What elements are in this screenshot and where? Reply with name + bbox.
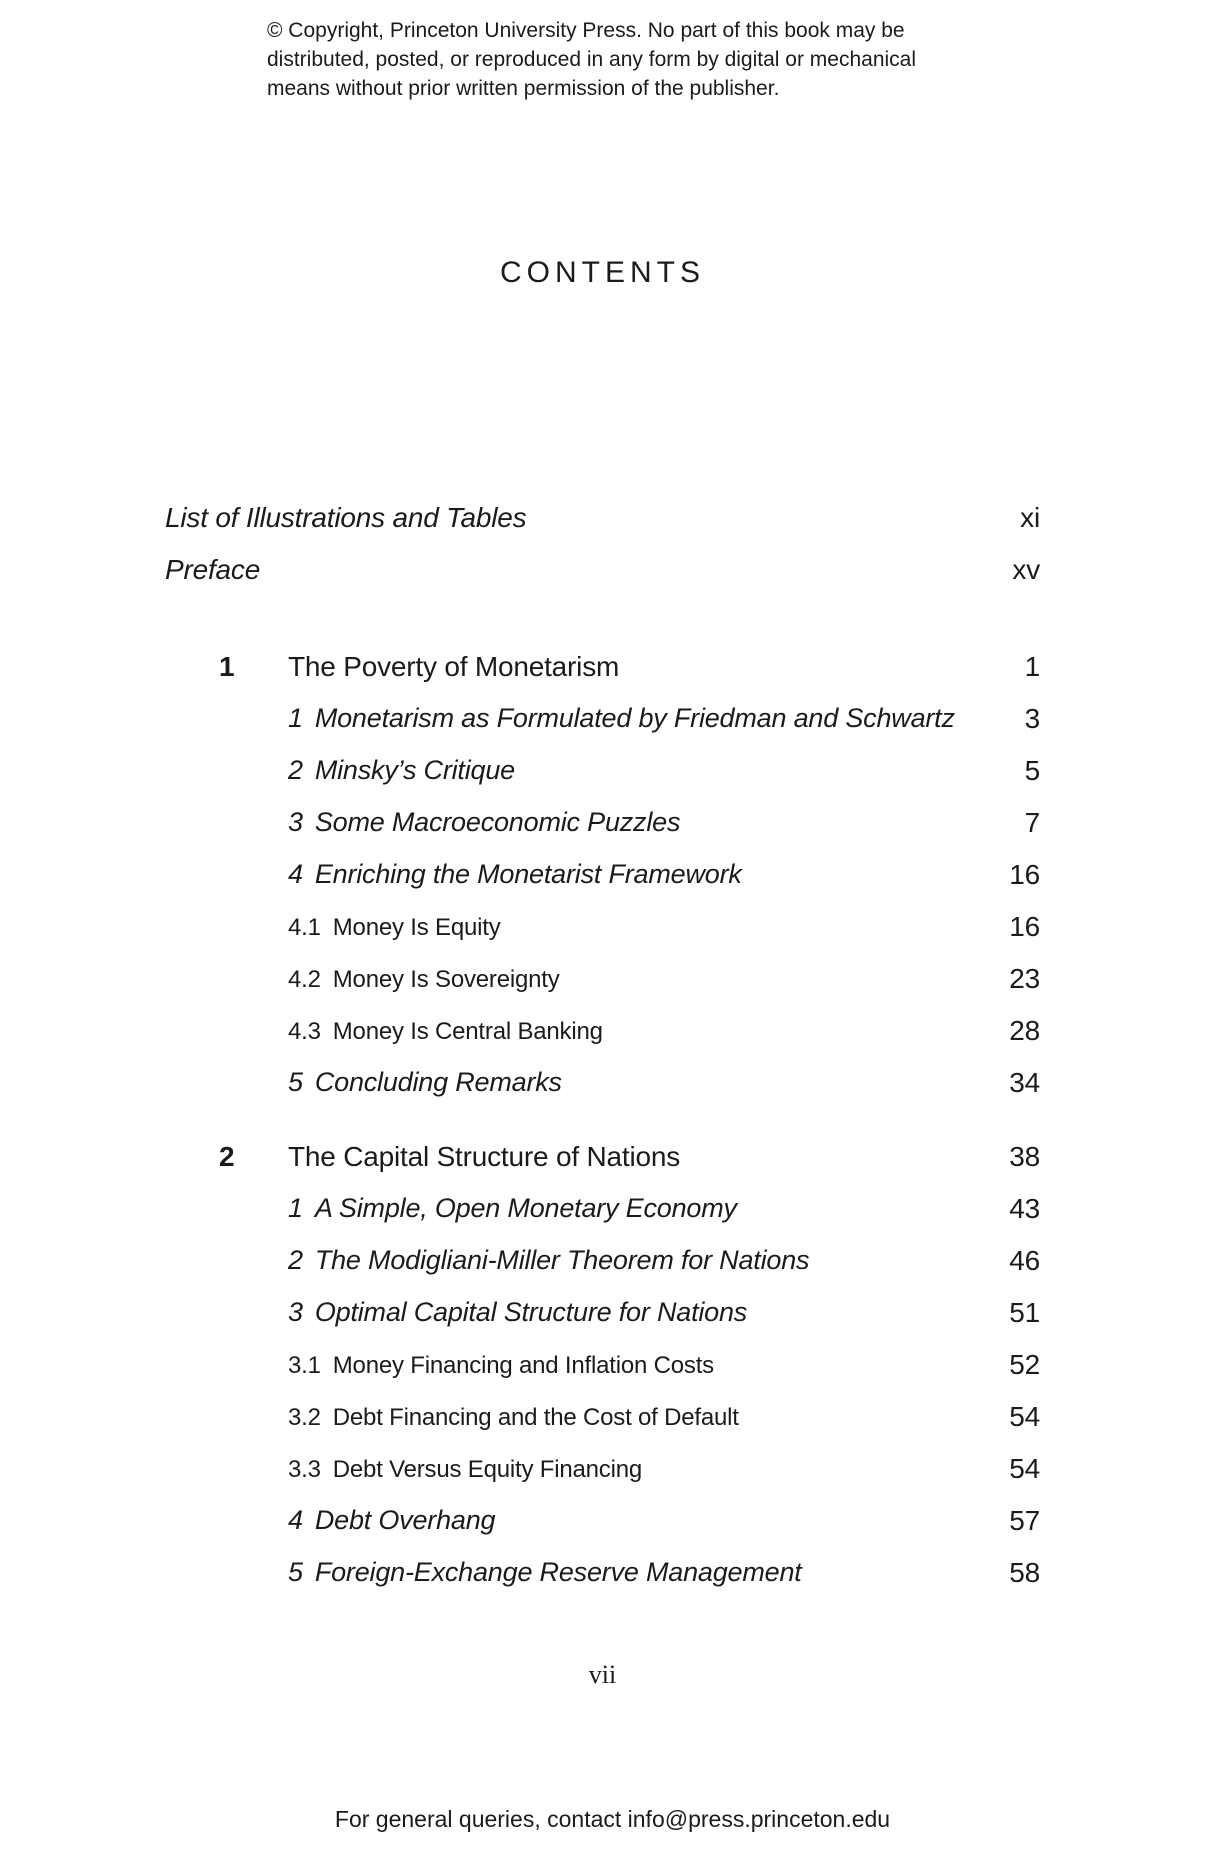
entry-label-group <box>288 705 955 732</box>
entry-number: 2 <box>288 755 303 785</box>
entry-label: The Modigliani-Miller Theorem for Nations <box>314 1245 810 1275</box>
toc-entry-subsection <box>165 1403 1040 1445</box>
entry-label: List of Illustrations and Tables <box>165 502 527 533</box>
toc-entry-subsection <box>165 913 1040 955</box>
entry-number: 4.2 <box>288 966 321 993</box>
entry-page-number: 23 <box>1009 963 1040 994</box>
toc-entry-section <box>165 1247 1040 1289</box>
entry-number: 4 <box>288 859 303 889</box>
entry-page-number: 51 <box>1009 1297 1040 1328</box>
entry-page-number: 58 <box>1009 1557 1040 1588</box>
toc-entry-section <box>165 757 1040 799</box>
entry-page-number: 54 <box>1009 1401 1040 1432</box>
entry-page-number: 34 <box>1009 1067 1040 1098</box>
entry-label-group <box>288 1020 603 1044</box>
entry-label: Some Macroeconomic Puzzles <box>314 807 681 837</box>
entry-number: 3.3 <box>288 1456 321 1483</box>
entry-label: Monetarism as Formulated by Friedman and Schwartz <box>314 703 955 733</box>
entry-label: Money Is Sovereignty <box>332 966 560 993</box>
entry-label-group <box>288 1354 714 1378</box>
entry-label-group <box>288 916 501 940</box>
entry-page-number: 52 <box>1009 1349 1040 1380</box>
entry-label: Debt Overhang <box>314 1505 496 1535</box>
toc-entry-section <box>165 1069 1040 1111</box>
toc-entry-subsection <box>165 1351 1040 1393</box>
chapter-title: The Capital Structure of Nations <box>288 1141 681 1172</box>
toc-entry-section <box>165 1195 1040 1237</box>
entry-number: 3 <box>288 1297 303 1327</box>
chapter-number: 1 <box>219 651 235 682</box>
entry-number: 3 <box>288 807 303 837</box>
entry-page-number: 3 <box>1024 703 1040 734</box>
entry-label-group <box>288 809 680 836</box>
folio-page-number: vii <box>588 1660 617 1689</box>
entry-number: 5 <box>288 1067 303 1097</box>
entry-number: 2 <box>288 1245 303 1275</box>
entry-number: 1 <box>288 1193 303 1223</box>
entry-page-number: 16 <box>1009 859 1040 890</box>
entry-label-group <box>288 1069 562 1096</box>
footer-contact-line: For general queries, contact info@press.princeton.edu <box>334 1806 891 1832</box>
entry-label-group <box>288 968 560 992</box>
copyright-line: distributed, posted, or reproduced in any form by digital or mechanical <box>267 48 917 71</box>
entry-label: Money Is Central Banking <box>332 1018 603 1045</box>
entry-label: Money Is Equity <box>332 914 501 941</box>
entry-label-group <box>288 1299 747 1326</box>
toc-entry-chapter <box>165 653 1040 695</box>
entry-page-number: xv <box>1012 554 1040 585</box>
entry-label: Debt Versus Equity Financing <box>332 1456 643 1483</box>
toc-entry-subsection <box>165 965 1040 1007</box>
entry-label-group <box>288 1559 802 1586</box>
entry-number: 4.1 <box>288 914 321 941</box>
toc-entry-section <box>165 1559 1040 1601</box>
entry-label-group <box>288 1507 495 1534</box>
entry-number: 4.3 <box>288 1018 321 1045</box>
entry-label-group <box>288 1247 809 1274</box>
entry-page-number: 38 <box>1009 1141 1040 1172</box>
copyright-line: means without prior written permission of the publisher. <box>267 77 780 100</box>
entry-page-number: 1 <box>1024 651 1040 682</box>
entry-number: 1 <box>288 703 303 733</box>
entry-label: Enriching the Monetarist Framework <box>314 859 742 889</box>
toc-entry-section <box>165 705 1040 747</box>
page-title: CONTENTS <box>500 256 705 289</box>
toc-entry-chapter <box>165 1143 1040 1185</box>
entry-number: 3.2 <box>288 1404 321 1431</box>
entry-label-group <box>288 1406 739 1430</box>
toc-entry-section <box>165 861 1040 903</box>
entry-label-group <box>288 757 515 784</box>
toc-entry-section <box>165 1299 1040 1341</box>
chapter-title: The Poverty of Monetarism <box>288 651 620 682</box>
entry-number: 4 <box>288 1505 303 1535</box>
entry-label-group <box>288 1195 737 1222</box>
entry-page-number: 57 <box>1009 1505 1040 1536</box>
toc-entry-section <box>165 1507 1040 1549</box>
toc-entry-front-matter <box>165 556 1040 598</box>
entry-page-number: 46 <box>1009 1245 1040 1276</box>
entry-page-number: 43 <box>1009 1193 1040 1224</box>
entry-label: Concluding Remarks <box>314 1067 562 1097</box>
copyright-line: © Copyright, Princeton University Press. No part of this book may be <box>267 19 905 42</box>
entry-page-number: 7 <box>1024 807 1040 838</box>
toc-entry-section <box>165 809 1040 851</box>
entry-label-group <box>288 861 742 888</box>
entry-page-number: 5 <box>1024 755 1040 786</box>
toc-entry-subsection <box>165 1455 1040 1497</box>
entry-page-number: 54 <box>1009 1453 1040 1484</box>
chapter-number: 2 <box>219 1141 235 1172</box>
entry-page-number: 16 <box>1009 911 1040 942</box>
entry-label: Money Financing and Inflation Costs <box>332 1352 714 1379</box>
entry-label: A Simple, Open Monetary Economy <box>314 1193 737 1223</box>
entry-number: 5 <box>288 1557 303 1587</box>
entry-page-number: 28 <box>1009 1015 1040 1046</box>
entry-label: Debt Financing and the Cost of Default <box>332 1404 739 1431</box>
entry-label-group <box>288 1458 642 1482</box>
entry-label: Minsky’s Critique <box>314 755 515 785</box>
entry-number: 3.1 <box>288 1352 321 1379</box>
toc-entry-front-matter <box>165 504 1040 546</box>
entry-page-number: xi <box>1020 502 1040 533</box>
toc-entry-subsection <box>165 1017 1040 1059</box>
entry-label: Foreign-Exchange Reserve Management <box>314 1557 802 1587</box>
entry-label: Optimal Capital Structure for Nations <box>314 1297 748 1327</box>
entry-label: Preface <box>165 554 261 585</box>
